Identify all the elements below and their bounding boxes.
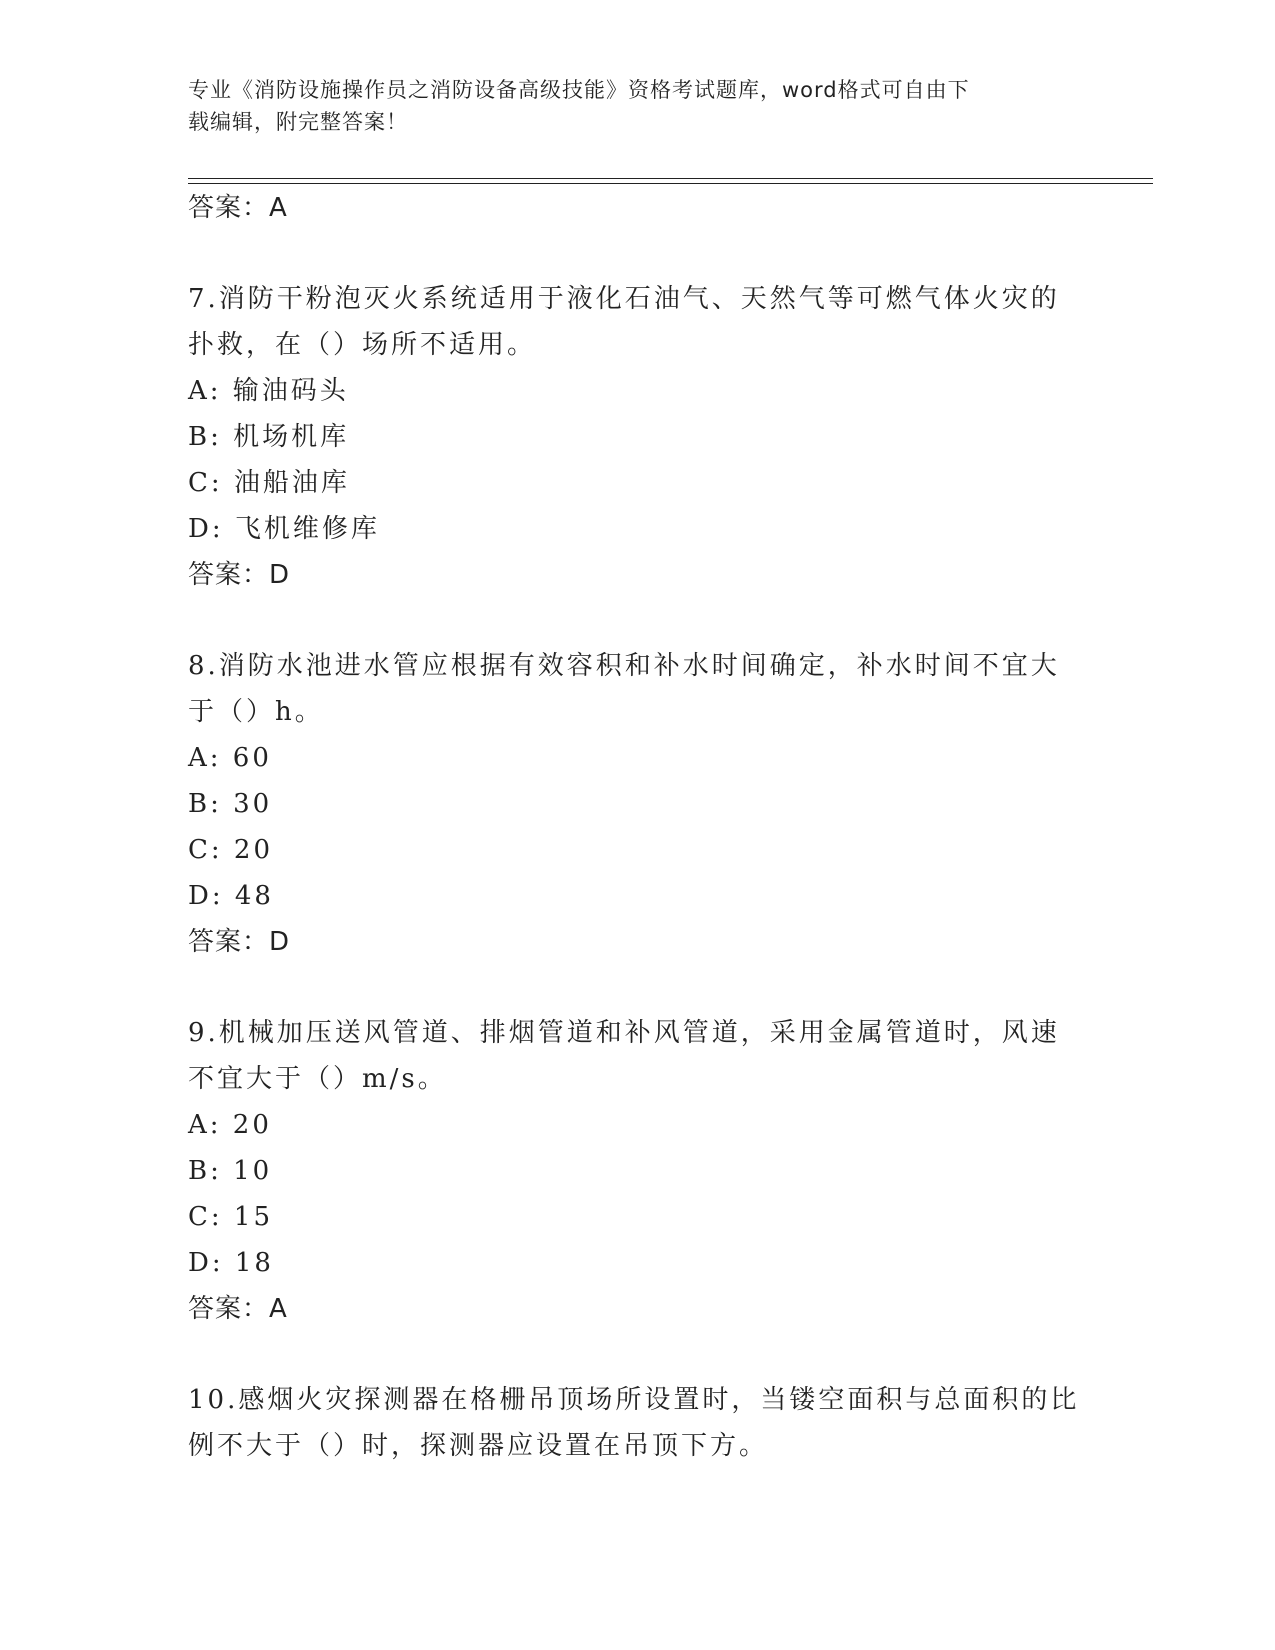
option-c: C: 15 [188,1202,274,1232]
option-d: D: 飞机维修库 [188,514,380,544]
question-text-line-1: 7.消防干粉泡灭火系统适用于液化石油气、天然气等可燃气体火灾的 [188,284,1060,314]
document-header [188,74,1068,138]
option-c: C: 20 [188,835,274,865]
answer-label: 答案：A [188,193,288,223]
answer-label: 答案：D [188,560,291,590]
question-text-line-2: 于（）h。 [188,697,324,727]
header-rule-top [188,178,1153,179]
question-text-line-1: 10.感烟火灾探测器在格栅吊顶场所设置时，当镂空面积与总面积的比 [188,1385,1080,1415]
answer-label: 答案：D [188,927,291,957]
question-7 [188,276,1088,598]
option-a: A: 20 [188,1110,272,1140]
option-a: A: 60 [188,743,272,773]
option-b: B: 机场机库 [188,422,350,452]
option-a: A: 输油码头 [188,376,349,406]
option-d: D: 18 [188,1248,274,1278]
header-rule-bottom [188,183,1153,184]
question-text-line-1: 9.机械加压送风管道、排烟管道和补风管道，采用金属管道时，风速 [188,1018,1060,1048]
question-8 [188,643,1088,965]
option-c: C: 油船油库 [188,468,350,498]
previous-answer-block [188,185,1088,231]
answer-label: 答案：A [188,1294,288,1324]
question-text-line-1: 8.消防水池进水管应根据有效容积和补水时间确定，补水时间不宜大 [188,651,1060,681]
option-d: D: 48 [188,881,274,911]
header-line-2: 载编辑，附完整答案！ [188,110,408,134]
question-10 [188,1377,1088,1469]
question-9 [188,1010,1088,1332]
question-text-line-2: 例不大于（）时，探测器应设置在吊顶下方。 [188,1431,769,1461]
question-text-line-2: 扑救，在（）场所不适用。 [188,330,537,360]
option-b: B: 10 [188,1156,273,1186]
header-line-1: 专业《消防设施操作员之消防设备高级技能》资格考试题库，word格式可自由下 [188,78,970,102]
option-b: B: 30 [188,789,273,819]
question-text-line-2: 不宜大于（）m/s。 [188,1064,447,1094]
